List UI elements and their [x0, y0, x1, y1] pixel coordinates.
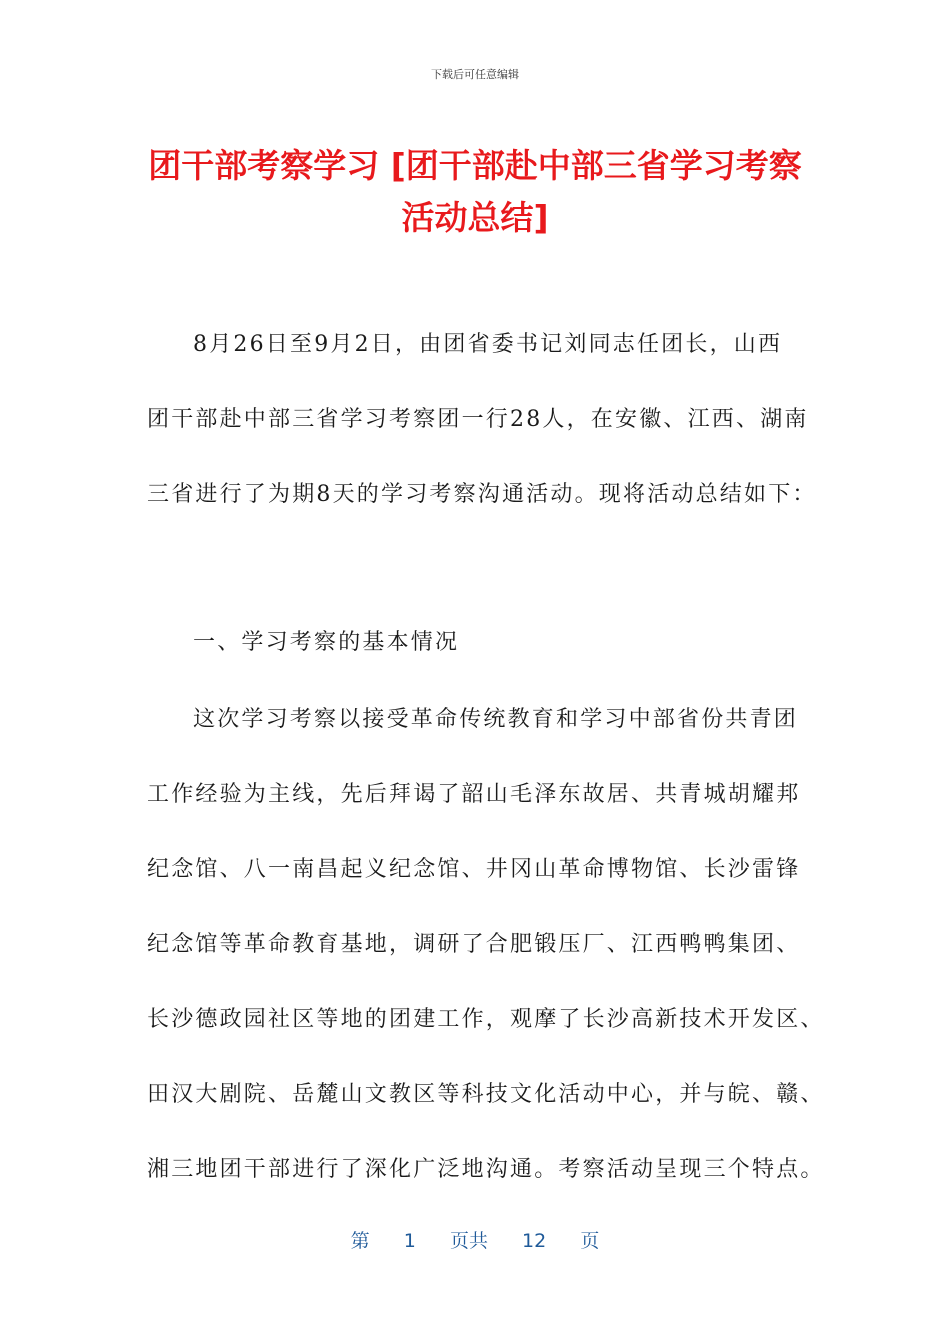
- header-note: 下载后可任意编辑: [431, 68, 519, 81]
- paragraph-line: 8月26日至9月2日，由团省委书记刘同志任团长，山西: [193, 332, 783, 357]
- paragraph-line: 团干部赴中部三省学习考察团一行28人，在安徽、江西、湖南: [147, 407, 809, 432]
- section-heading: [147, 628, 815, 703]
- paragraph-line: 三省进行了为期8天的学习考察沟通活动。现将活动总结如下：: [147, 482, 817, 507]
- paragraph-line: 纪念馆等革命教育基地，调研了合肥锻压厂、江西鸭鸭集团、: [147, 932, 801, 957]
- total-pages: 12: [522, 1230, 547, 1252]
- paragraph-basic-situation: [147, 705, 825, 1230]
- current-page-number: 1: [403, 1230, 416, 1252]
- paragraph-line: 湘三地团干部进行了深化广泛地沟通。考察活动呈现三个特点。: [147, 1157, 825, 1182]
- page-prefix: 第: [350, 1230, 370, 1252]
- page-suffix: 页: [580, 1230, 600, 1252]
- paragraph-line: 这次学习考察以接受革命传统教育和学习中部省份共青团: [193, 707, 799, 732]
- page-mid: 页共: [449, 1230, 488, 1252]
- document-title: [130, 140, 820, 244]
- paragraph-line: 田汉大剧院、岳麓山文教区等科技文化活动中心，并与皖、赣、: [147, 1082, 825, 1107]
- paragraph-line: 纪念馆、八一南昌起义纪念馆、井冈山革命博物馆、长沙雷锋: [147, 857, 801, 882]
- title-line-2: 活动总结]: [401, 198, 549, 237]
- page-footer: [0, 1226, 950, 1253]
- paragraph-intro: [147, 330, 815, 555]
- section-heading-text: 一、学习考察的基本情况: [193, 630, 460, 655]
- title-line-1: 团干部考察学习 [团干部赴中部三省学习考察: [148, 146, 802, 185]
- paragraph-line: 长沙德政园社区等地的团建工作，观摩了长沙高新技术开发区、: [147, 1007, 825, 1032]
- paragraph-line: 工作经验为主线，先后拜谒了韶山毛泽东故居、共青城胡耀邦: [147, 782, 801, 807]
